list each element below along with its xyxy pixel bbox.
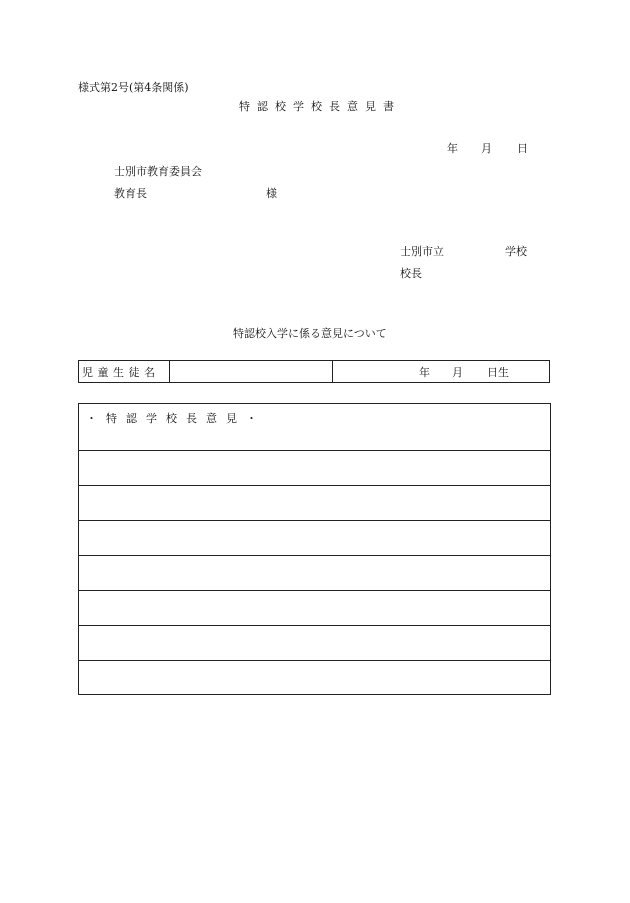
form-number: 様式第2号(第4条関係) [78, 81, 189, 94]
sender-school-prefix: 士別市立 [400, 245, 444, 258]
sender-principal: 校長 [400, 267, 422, 280]
opinion-line [79, 450, 550, 451]
student-name-label: 児童生徒名 [79, 361, 170, 382]
opinion-line [79, 555, 550, 556]
date-year: 年 [447, 142, 458, 155]
date-month: 月 [481, 142, 492, 155]
opinion-header: ・特認学校長意見・ [86, 412, 266, 425]
opinion-box[interactable] [78, 403, 551, 695]
birthdate-field[interactable] [333, 361, 549, 382]
addressee-honorific: 様 [266, 187, 277, 200]
opinion-line [79, 520, 550, 521]
opinion-line [79, 660, 550, 661]
date-day: 日 [517, 142, 528, 155]
opinion-line [79, 590, 550, 591]
subject-line: 特認校入学に係る意見について [233, 327, 387, 340]
birth-day-label: 日生 [487, 366, 509, 379]
sender-school-suffix: 学校 [505, 245, 527, 258]
document-title: 特認校学校長意見書 [239, 100, 401, 113]
student-name-field[interactable] [170, 361, 333, 382]
birth-year-label: 年 [419, 366, 430, 379]
opinion-line [79, 485, 550, 486]
birth-month-label: 月 [452, 366, 463, 379]
opinion-line [79, 625, 550, 626]
addressee-board: 士別市教育委員会 [114, 165, 202, 178]
student-name-table [78, 360, 550, 383]
addressee-title: 教育長 [114, 187, 147, 200]
